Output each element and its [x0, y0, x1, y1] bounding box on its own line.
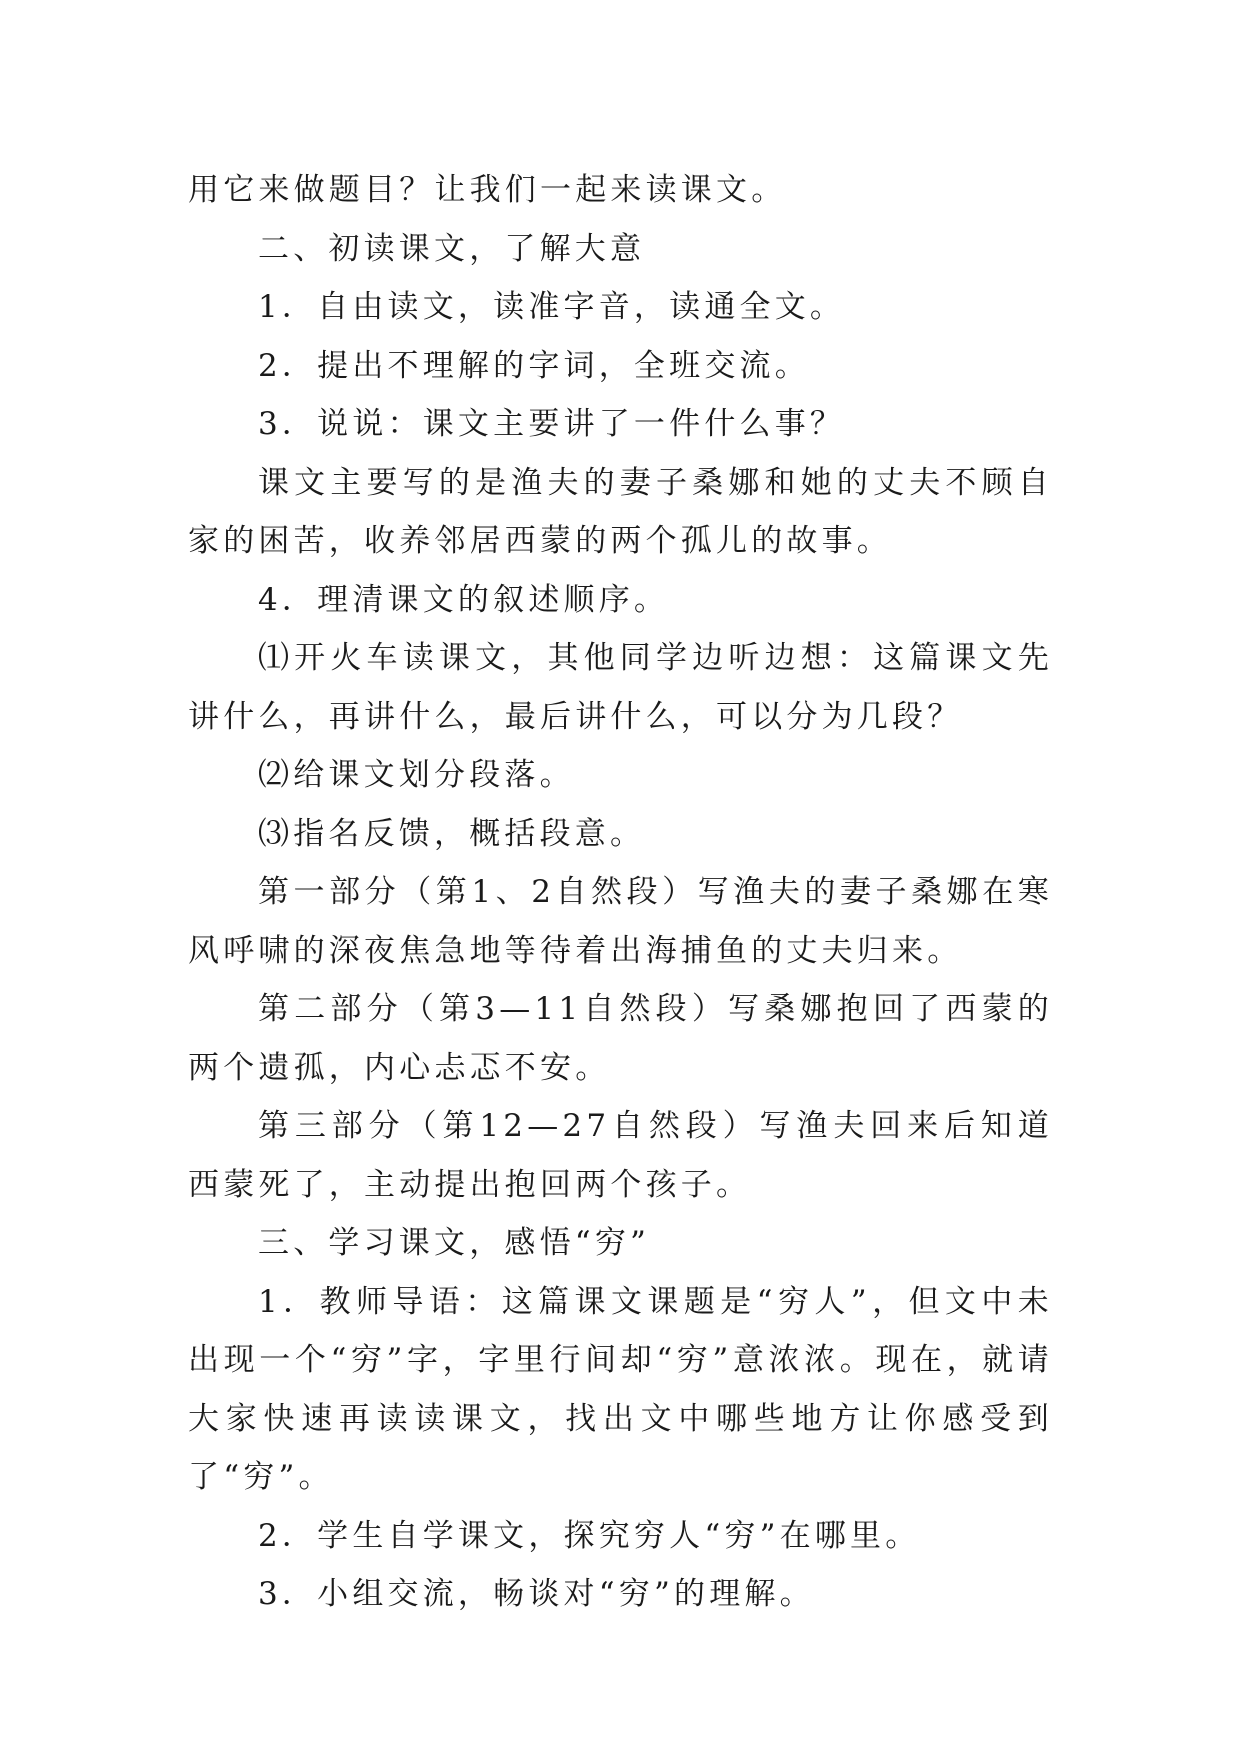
- list-item-group-discussion: 3．小组交流，畅谈对“穷”的理解。: [258, 1576, 815, 1612]
- paragraph-part-three: 第三部分（第12—27自然段）写渔夫回来后知道西蒙死了，主动提出抱回两个孩子。: [188, 1108, 1053, 1203]
- sub-item-2: ⑵给课文划分段落。: [258, 757, 575, 793]
- list-item-self-study: 2．学生自学课文，探究穷人“穷”在哪里。: [258, 1517, 921, 1554]
- document-body: [188, 161, 1053, 1624]
- list-item-4: 4．理清课文的叙述顺序。: [258, 581, 670, 618]
- list-item-teacher-intro: 1．教师导语：这篇课文课题是“穷人”，但文中未出现一个“穷”字，字里行间却“穷”意浓浓。现在，就请大家快速再读读课文，找出文中哪些地方让你感受到了“穷”。: [188, 1283, 1053, 1495]
- sub-item-1: ⑴开火车读课文，其他同学边听边想：这篇课文先讲什么，再讲什么，最后讲什么，可以分为几段？: [188, 640, 1053, 735]
- list-item-2: 2．提出不理解的字词，全班交流。: [258, 347, 810, 384]
- paragraph-main-idea: 课文主要写的是渔夫的妻子桑娜和她的丈夫不顾自家的困苦，收养邻居西蒙的两个孤儿的故事。: [188, 464, 1053, 559]
- paragraph-part-two: 第二部分（第3—11自然段）写桑娜抱回了西蒙的两个遗孤，内心忐忑不安。: [188, 991, 1053, 1086]
- section-heading-initial-reading: 二、初读课文，了解大意: [258, 230, 646, 267]
- paragraph-continuation: 用它来做题目？让我们一起来读课文。: [188, 172, 787, 208]
- section-heading-study: 三、学习课文，感悟“穷”: [258, 1225, 651, 1261]
- sub-item-3: ⑶指名反馈，概括段意。: [258, 815, 646, 852]
- list-item-1: 1．自由读文，读准字音，读通全文。: [258, 289, 846, 325]
- list-item-3: 3．说说：课文主要讲了一件什么事？: [258, 406, 846, 442]
- paragraph-part-one: 第一部分（第1、2自然段）写渔夫的妻子桑娜在寒风呼啸的深夜焦急地等待着出海捕鱼的丈夫归来。: [188, 874, 1053, 969]
